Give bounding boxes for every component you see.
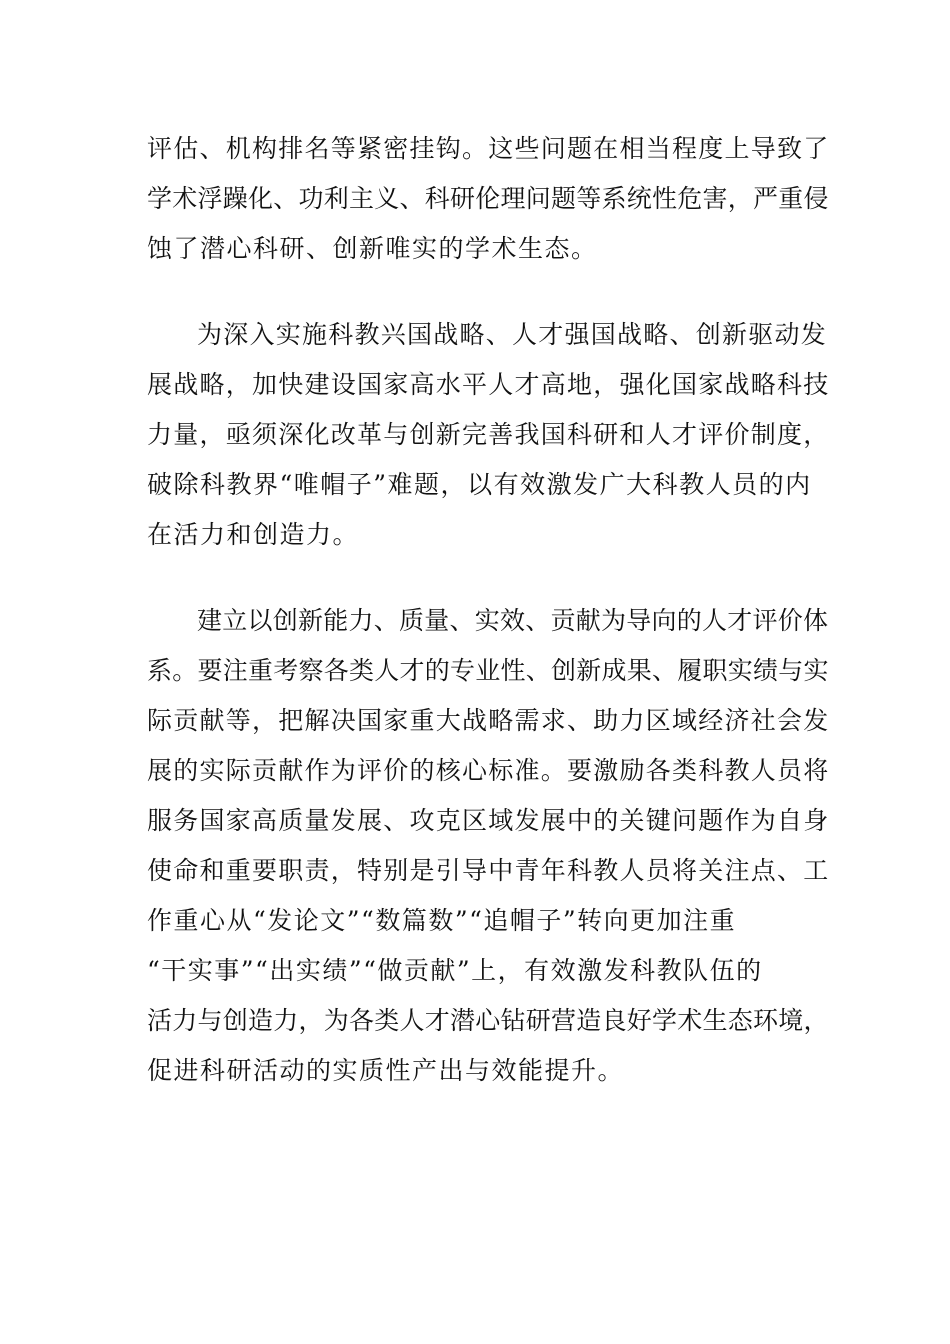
paragraph-2-line-2: 展战略，加快建设国家高水平人才高地，强化国家战略科技: [147, 370, 830, 399]
paragraph-3-line-3: 际贡献等，把解决国家重大战略需求、助力区域经济社会发: [147, 706, 830, 735]
paragraph-3-line-7: 作重心从“发论文”“数篇数”“追帽子”转向更加注重: [147, 906, 737, 935]
paragraph-2-line-3: 力量，亟须深化改革与创新完善我国科研和人才评价制度，: [147, 420, 830, 449]
paragraph-3-line-1: 建立以创新能力、质量、实效、贡献为导向的人才评价体: [197, 606, 829, 635]
paragraph-2-line-4: 破除科教界“唯帽子”难题，以有效激发广大科教人员的内: [147, 470, 812, 499]
paragraph-3-line-6: 使命和重要职责，特别是引导中青年科教人员将关注点、工: [147, 856, 830, 885]
paragraph-3-line-2: 系。要注重考察各类人才的专业性、创新成果、履职实绩与实: [147, 656, 829, 685]
paragraph-1-line-1: 评估、机构排名等紧密挂钩。这些问题在相当程度上导致了: [147, 134, 830, 163]
paragraph-3-line-9: 活力与创造力，为各类人才潜心钻研营造良好学术生态环境，: [147, 1006, 829, 1035]
paragraph-3-line-8: “干实事”“出实绩”“做贡献”上，有效激发科教队伍的: [147, 956, 763, 985]
paragraph-1-line-2: 学术浮躁化、功利主义、科研伦理问题等系统性危害，严重侵: [147, 184, 829, 213]
paragraph-3-line-10: 促进科研活动的实质性产出与效能提升。: [147, 1056, 625, 1085]
paragraph-3-line-4: 展的实际贡献作为评价的核心标准。要激励各类科教人员将: [147, 756, 830, 785]
paragraph-1-line-3: 蚀了潜心科研、创新唯实的学术生态。: [147, 234, 598, 263]
paragraph-3-line-5: 服务国家高质量发展、攻克区域发展中的关键问题作为自身: [147, 806, 830, 835]
paragraph-2-line-5: 在活力和创造力。: [147, 520, 360, 549]
paragraph-2-line-1: 为深入实施科教兴国战略、人才强国战略、创新驱动发: [197, 320, 828, 349]
